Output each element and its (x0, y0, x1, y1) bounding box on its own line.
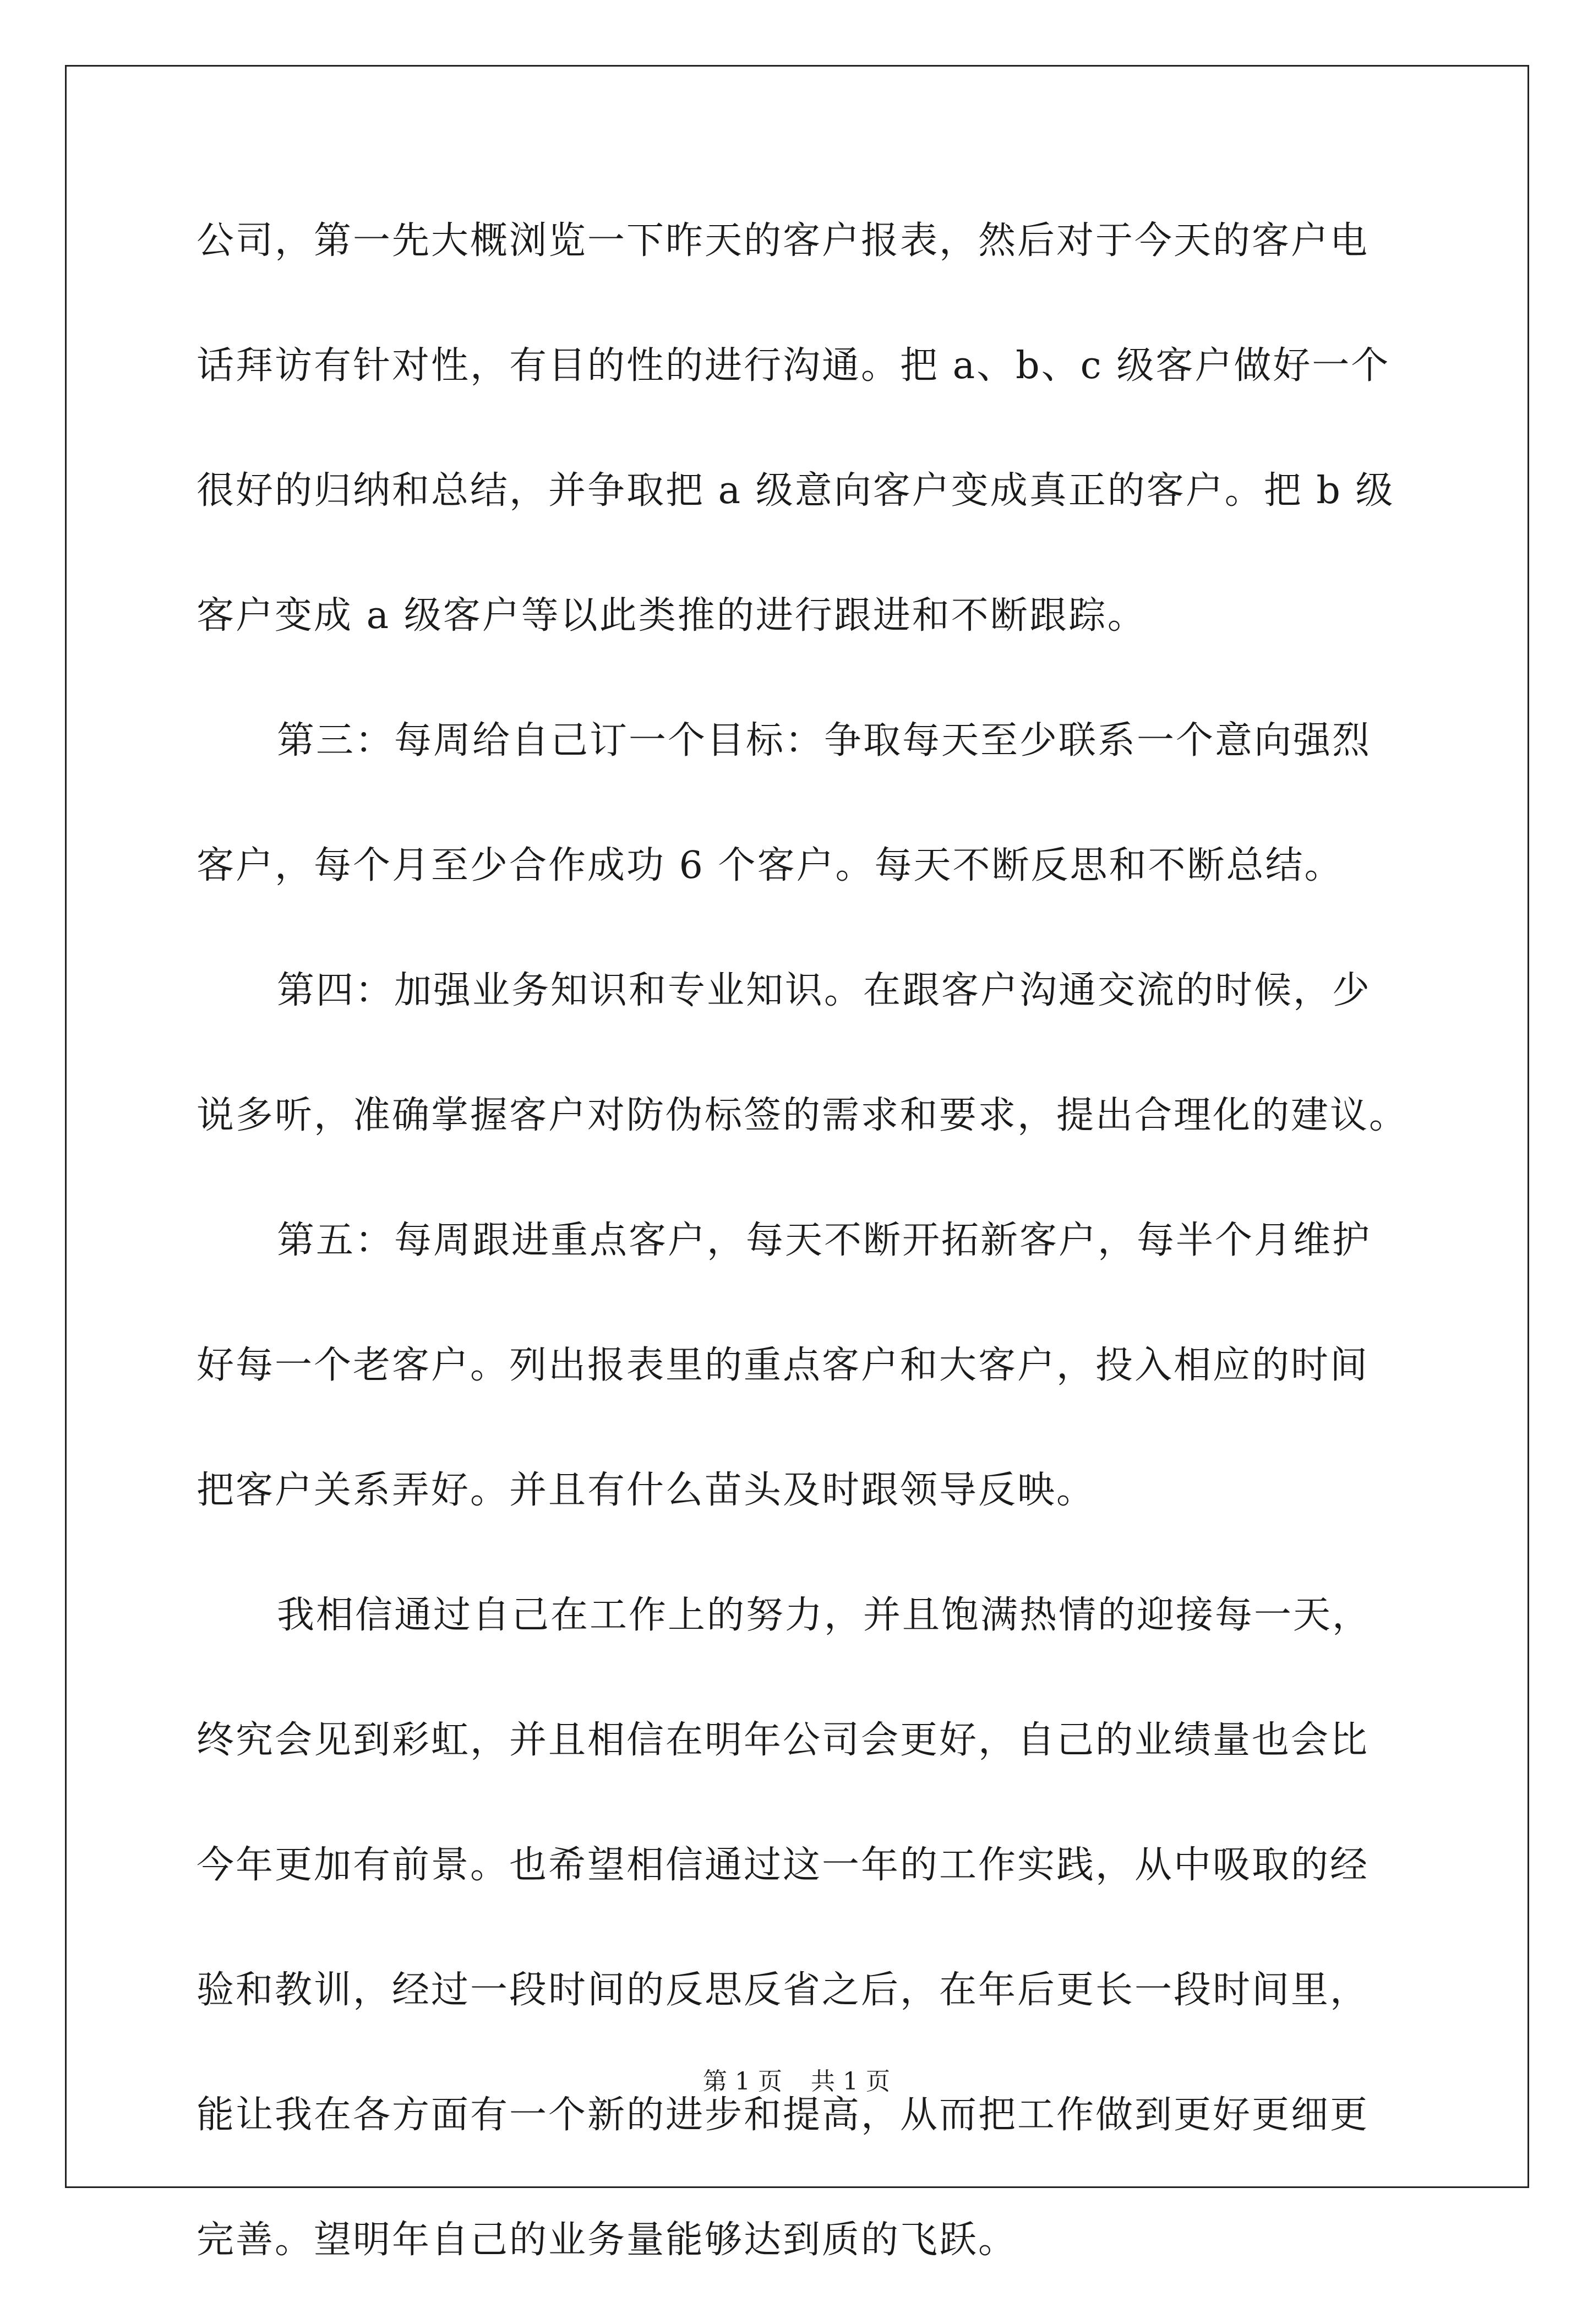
page-footer (0, 2065, 1593, 2098)
text-line: 好每一个老客户。列出报表里的重点客户和大客户，投入相应的时间 (197, 1344, 1370, 1387)
text-line: 验和教训，经过一段时间的反思反省之后，在年后更长一段时间里， (197, 1968, 1370, 2012)
text-line: 说多听，准确掌握客户对防伪标签的需求和要求，提出合理化的建议。 (197, 1094, 1409, 1137)
paragraph-start-line: 第五：每周跟进重点客户，每天不断开拓新客户，每半个月维护 (277, 1219, 1372, 1262)
text-line: 客户变成 a 级客户等以此类推的进行跟进和不断跟踪。 (197, 594, 1147, 637)
text-line: 完善。望明年自己的业务量能够达到质的飞跃。 (197, 2218, 1018, 2262)
text-line: 把客户关系弄好。并且有什么苗头及时跟领导反映。 (197, 1469, 1096, 1512)
text-line: 客户，每个月至少合作成功 6 个客户。每天不断反思和不断总结。 (197, 844, 1344, 887)
text-line: 今年更加有前景。也希望相信通过这一年的工作实践，从中吸取的经 (197, 1843, 1370, 1887)
text-line: 终究会见到彩虹，并且相信在明年公司会更好，自己的业绩量也会比 (197, 1719, 1370, 1762)
document-body (197, 200, 1409, 2324)
text-line: 很好的归纳和总结，并争取把 a 级意向客户变成真正的客户。把 b 级 (197, 469, 1395, 512)
text-line: 能让我在各方面有一个新的进步和提高，从而把工作做到更好更细更 (197, 2093, 1370, 2137)
page-number-total: 共 1 页 (811, 2067, 890, 2096)
page-number-current: 第 1 页 (703, 2067, 782, 2096)
paragraph-start-line: 我相信通过自己在工作上的努力，并且饱满热情的迎接每一天， (277, 1594, 1372, 1637)
paragraph-start-line: 第三：每周给自己订一个目标：争取每天至少联系一个意向强烈 (277, 719, 1372, 762)
text-line: 话拜访有针对性，有目的性的进行沟通。把 a、b、c 级客户做好一个 (197, 344, 1390, 388)
text-line: 公司，第一先大概浏览一下昨天的客户报表，然后对于今天的客户电 (197, 219, 1370, 263)
paragraph-start-line: 第四：加强业务知识和专业知识。在跟客户沟通交流的时候，少 (277, 969, 1372, 1012)
